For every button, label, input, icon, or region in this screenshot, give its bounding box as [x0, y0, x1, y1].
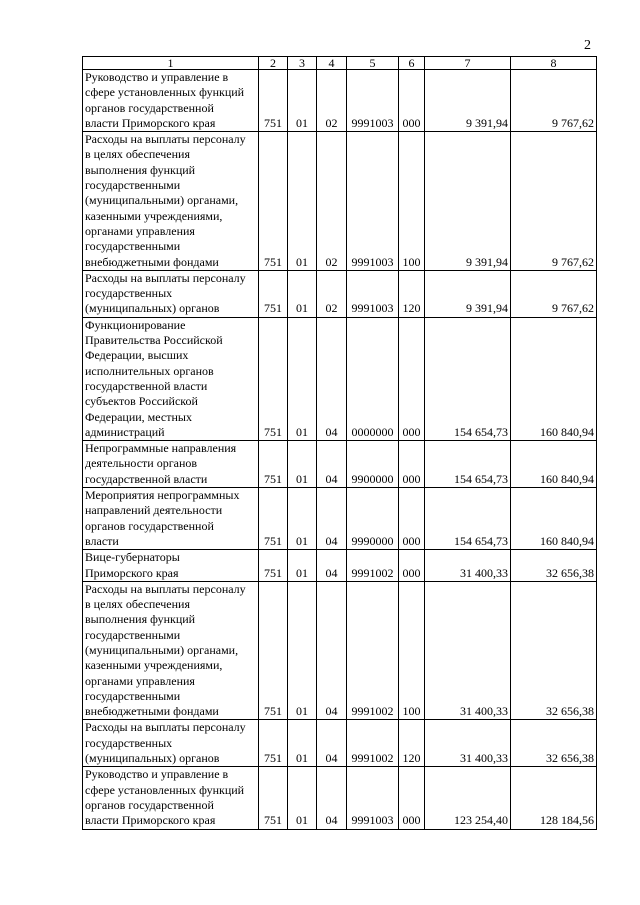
- ved-cell: 751: [259, 270, 288, 317]
- row-name-line: Правительства Российской: [85, 333, 223, 348]
- amount-1-cell: 31 400,33: [425, 550, 511, 582]
- section-cell: 01: [288, 550, 317, 582]
- row-name-line: власти: [85, 533, 119, 548]
- header-cell-4: 4: [317, 57, 347, 70]
- subsection-cell: 02: [317, 270, 347, 317]
- row-name-line: Функционирование: [85, 317, 186, 332]
- header-cell-2: 2: [259, 57, 288, 70]
- row-name-line: Вице-губернаторы: [85, 550, 180, 565]
- target-article-cell: 9990000: [347, 488, 399, 550]
- amount-1-cell: 9 391,94: [425, 270, 511, 317]
- row-name-line: Расходы на выплаты персоналу: [85, 270, 246, 285]
- row-name-line: государственной власти: [85, 471, 208, 486]
- amount-2-cell: 128 184,56: [511, 767, 597, 829]
- row-name-cell: [83, 581, 259, 720]
- subsection-cell: 04: [317, 581, 347, 720]
- amount-1-cell: 154 654,73: [425, 317, 511, 440]
- row-name-line: (муниципальными) органами,: [85, 642, 239, 657]
- subsection-cell: 02: [317, 70, 347, 132]
- expense-type-cell: 000: [399, 767, 425, 829]
- section-cell: 01: [288, 317, 317, 440]
- target-article-cell: 9991002: [347, 581, 399, 720]
- table-row: [83, 488, 597, 550]
- row-name-line: исполнительных органов: [85, 363, 214, 378]
- amount-2-cell: 160 840,94: [511, 317, 597, 440]
- row-name-line: Федерации, местных: [85, 409, 192, 424]
- row-name-line: внебюджетными фондами: [85, 254, 219, 269]
- subsection-cell: 04: [317, 441, 347, 488]
- expense-type-cell: 100: [399, 132, 425, 271]
- subsection-cell: 04: [317, 317, 347, 440]
- amount-1-cell: 9 391,94: [425, 70, 511, 132]
- row-name-line: Руководство и управление в: [85, 70, 229, 84]
- row-name-line: выполнения функций: [85, 162, 196, 177]
- subsection-cell: 04: [317, 488, 347, 550]
- header-cell-3: 3: [288, 57, 317, 70]
- row-name-line: Руководство и управление в: [85, 767, 229, 782]
- row-name-line: (муниципальными) органами,: [85, 193, 239, 208]
- row-name-line: деятельности органов: [85, 456, 198, 471]
- subsection-cell: 04: [317, 720, 347, 767]
- target-article-cell: 9991002: [347, 550, 399, 582]
- table-body: [83, 70, 597, 830]
- row-name-line: направлений деятельности: [85, 503, 223, 518]
- amount-2-cell: 160 840,94: [511, 441, 597, 488]
- expense-type-cell: 000: [399, 317, 425, 440]
- amount-1-cell: 154 654,73: [425, 441, 511, 488]
- row-name-line: администраций: [85, 424, 165, 439]
- row-name-line: сфере установленных функций: [85, 782, 245, 797]
- header-cell-6: 6: [399, 57, 425, 70]
- row-name-cell: [83, 767, 259, 829]
- row-name-cell: [83, 132, 259, 271]
- row-name-cell: [83, 720, 259, 767]
- target-article-cell: 0000000: [347, 317, 399, 440]
- target-article-cell: 9991003: [347, 270, 399, 317]
- row-name-line: Приморского края: [85, 565, 179, 580]
- ved-cell: 751: [259, 317, 288, 440]
- amount-2-cell: 9 767,62: [511, 132, 597, 271]
- row-name-line: Непрограммные направления: [85, 441, 237, 456]
- row-name-cell: [83, 70, 259, 132]
- budget-table: [82, 56, 597, 830]
- target-article-cell: 9991002: [347, 720, 399, 767]
- row-name-line: органов государственной: [85, 518, 214, 533]
- row-name-line: государственными: [85, 688, 181, 703]
- table-row: [83, 317, 597, 440]
- section-cell: 01: [288, 488, 317, 550]
- table-row: [83, 581, 597, 720]
- row-name-cell: [83, 488, 259, 550]
- subsection-cell: 04: [317, 767, 347, 829]
- row-name-line: власти Приморского края: [85, 115, 216, 130]
- row-name-line: Федерации, высших: [85, 348, 189, 363]
- amount-1-cell: 31 400,33: [425, 581, 511, 720]
- amount-2-cell: 32 656,38: [511, 581, 597, 720]
- ved-cell: 751: [259, 70, 288, 132]
- amount-2-cell: 160 840,94: [511, 488, 597, 550]
- ved-cell: 751: [259, 441, 288, 488]
- section-cell: 01: [288, 132, 317, 271]
- target-article-cell: 9900000: [347, 441, 399, 488]
- row-name-cell: [83, 317, 259, 440]
- page-number: 2: [584, 38, 591, 53]
- row-name-line: Расходы на выплаты персоналу: [85, 132, 246, 147]
- row-name-line: сфере установленных функций: [85, 85, 245, 100]
- target-article-cell: 9991003: [347, 70, 399, 132]
- amount-2-cell: 32 656,38: [511, 720, 597, 767]
- row-name-line: выполнения функций: [85, 612, 196, 627]
- row-name-line: государственными: [85, 178, 181, 193]
- ved-cell: 751: [259, 488, 288, 550]
- row-name-line: Расходы на выплаты персоналу: [85, 720, 246, 735]
- row-name-line: государственными: [85, 627, 181, 642]
- ved-cell: 751: [259, 581, 288, 720]
- row-name-line: Мероприятия непрограммных: [85, 488, 240, 503]
- target-article-cell: 9991003: [347, 132, 399, 271]
- ved-cell: 751: [259, 767, 288, 829]
- amount-2-cell: 9 767,62: [511, 70, 597, 132]
- table-row: [83, 767, 597, 829]
- row-name-line: казенными учреждениями,: [85, 208, 223, 223]
- row-name-line: государственными: [85, 239, 181, 254]
- header-row: [83, 57, 597, 70]
- header-cell-8: 8: [511, 57, 597, 70]
- header-cell-1: 1: [83, 57, 259, 70]
- subsection-cell: 04: [317, 550, 347, 582]
- header-cell-7: 7: [425, 57, 511, 70]
- table-row: [83, 132, 597, 271]
- amount-1-cell: 154 654,73: [425, 488, 511, 550]
- row-name-cell: [83, 441, 259, 488]
- expense-type-cell: 120: [399, 270, 425, 317]
- amount-2-cell: 9 767,62: [511, 270, 597, 317]
- table-row: [83, 550, 597, 582]
- row-name-line: (муниципальных) органов: [85, 301, 220, 316]
- row-name-line: государственных: [85, 286, 173, 301]
- row-name-line: государственных: [85, 735, 173, 750]
- row-name-line: (муниципальных) органов: [85, 751, 220, 766]
- row-name-line: внебюджетными фондами: [85, 704, 219, 719]
- ved-cell: 751: [259, 132, 288, 271]
- section-cell: 01: [288, 720, 317, 767]
- row-name-line: государственной власти: [85, 378, 208, 393]
- expense-type-cell: 000: [399, 441, 425, 488]
- header-cell-5: 5: [347, 57, 399, 70]
- expense-type-cell: 000: [399, 550, 425, 582]
- row-name-line: власти Приморского края: [85, 813, 216, 828]
- row-name-line: в целях обеспечения: [85, 147, 190, 162]
- section-cell: 01: [288, 581, 317, 720]
- table-row: [83, 441, 597, 488]
- ved-cell: 751: [259, 720, 288, 767]
- row-name-line: органами управления: [85, 223, 195, 238]
- subsection-cell: 02: [317, 132, 347, 271]
- amount-1-cell: 123 254,40: [425, 767, 511, 829]
- row-name-line: Расходы на выплаты персоналу: [85, 581, 246, 596]
- table-row: [83, 70, 597, 132]
- row-name-cell: [83, 270, 259, 317]
- row-name-line: органами управления: [85, 673, 195, 688]
- amount-2-cell: 32 656,38: [511, 550, 597, 582]
- section-cell: 01: [288, 441, 317, 488]
- row-name-line: субъектов Российской: [85, 394, 198, 409]
- expense-type-cell: 120: [399, 720, 425, 767]
- target-article-cell: 9991003: [347, 767, 399, 829]
- row-name-cell: [83, 550, 259, 582]
- section-cell: 01: [288, 767, 317, 829]
- expense-type-cell: 000: [399, 70, 425, 132]
- row-name-line: органов государственной: [85, 797, 214, 812]
- expense-type-cell: 100: [399, 581, 425, 720]
- expense-type-cell: 000: [399, 488, 425, 550]
- row-name-line: в целях обеспечения: [85, 597, 190, 612]
- amount-1-cell: 31 400,33: [425, 720, 511, 767]
- section-cell: 01: [288, 270, 317, 317]
- row-name-line: органов государственной: [85, 100, 214, 115]
- table-row: [83, 270, 597, 317]
- ved-cell: 751: [259, 550, 288, 582]
- table-row: [83, 720, 597, 767]
- row-name-line: казенными учреждениями,: [85, 658, 223, 673]
- amount-1-cell: 9 391,94: [425, 132, 511, 271]
- section-cell: 01: [288, 70, 317, 132]
